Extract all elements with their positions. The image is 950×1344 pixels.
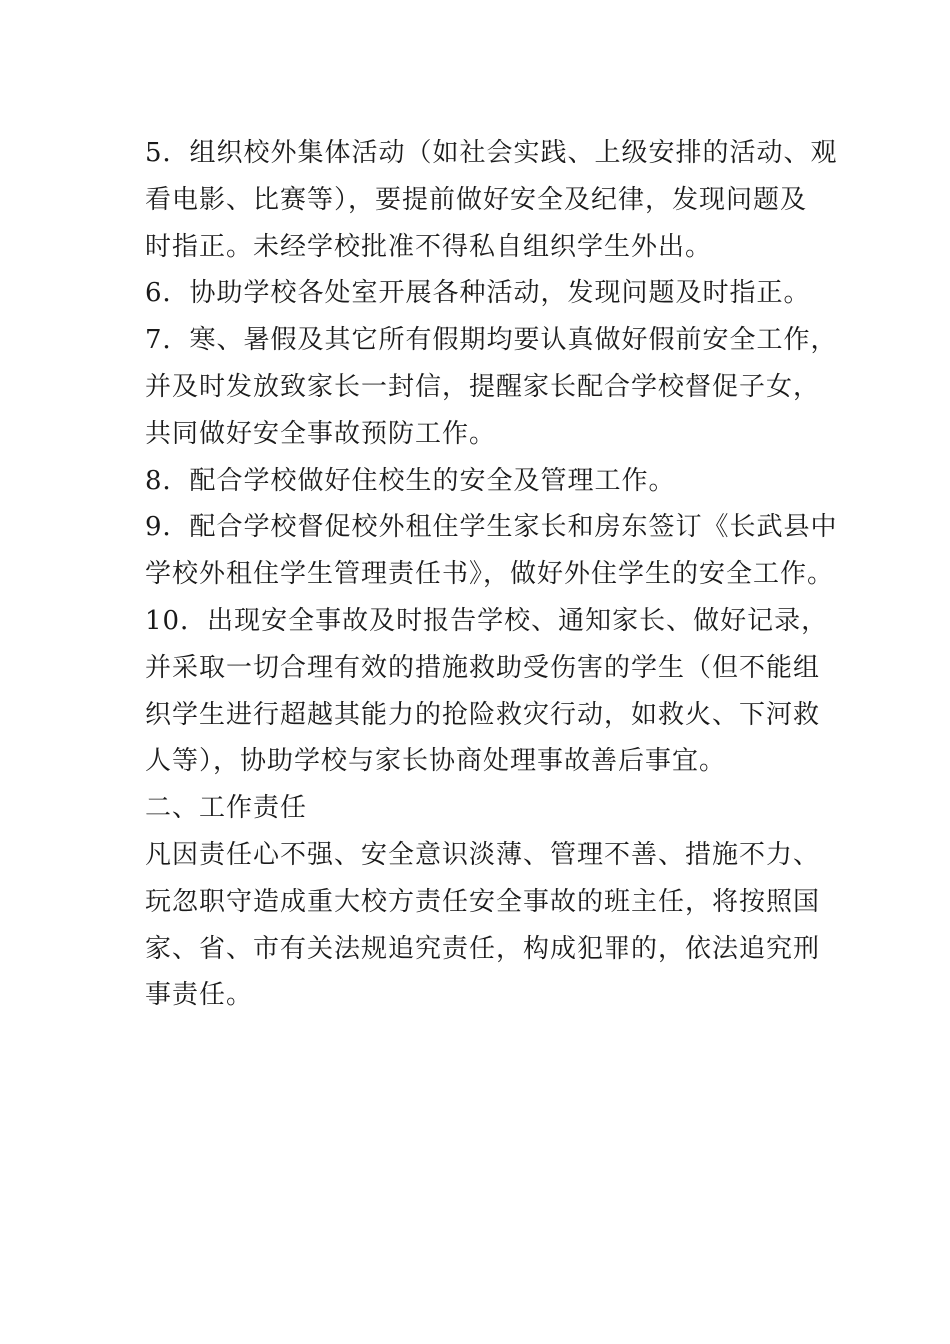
text-line: 并采取一切合理有效的措施救助受伤害的学生（但不能组 xyxy=(145,652,821,683)
section-heading: 二、工作责任 xyxy=(145,793,308,824)
text-line: 人等），协助学校与家长协商处理事故善后事宜。 xyxy=(145,746,727,777)
text-line: 凡因责任心不强、安全意识淡薄、管理不善、措施不力、 xyxy=(145,839,821,870)
text-line: 共同做好安全事故预防工作。 xyxy=(145,418,497,449)
text-line: 5．组织校外集体活动（如社会实践、上级安排的活动、观 xyxy=(145,138,838,168)
text-line: 6．协助学校各处室开展各种活动，发现问题及时指正。 xyxy=(145,278,811,309)
text-line: 玩忽职守造成重大校方责任安全事故的班主任，将按照国 xyxy=(145,886,821,917)
text-line: 8．配合学校做好住校生的安全及管理工作。 xyxy=(145,465,676,496)
text-line: 织学生进行超越其能力的抢险救灾行动，如救火、下河救 xyxy=(145,699,821,730)
document-body xyxy=(145,130,838,1019)
text-line: 9．配合学校督促校外租住学生家长和房东签订《长武县中 xyxy=(145,512,838,543)
text-line: 学校外租住学生管理责任书》，做好外住学生的安全工作。 xyxy=(145,559,835,590)
text-line: 时指正。未经学校批准不得私自组织学生外出。 xyxy=(145,231,713,262)
text-line: 看电影、比赛等），要提前做好安全及纪律，发现问题及 xyxy=(145,184,808,215)
text-line: 家、省、市有关法规追究责任，构成犯罪的，依法追究刑 xyxy=(145,933,821,964)
text-line: 事责任。 xyxy=(145,980,254,1011)
text-line: 并及时发放致家长一封信，提醒家长配合学校督促子女， xyxy=(145,371,821,402)
text-line: 7．寒、暑假及其它所有假期均要认真做好假前安全工作， xyxy=(145,325,838,356)
text-line: 10．出现安全事故及时报告学校、通知家长、做好记录， xyxy=(145,605,829,636)
